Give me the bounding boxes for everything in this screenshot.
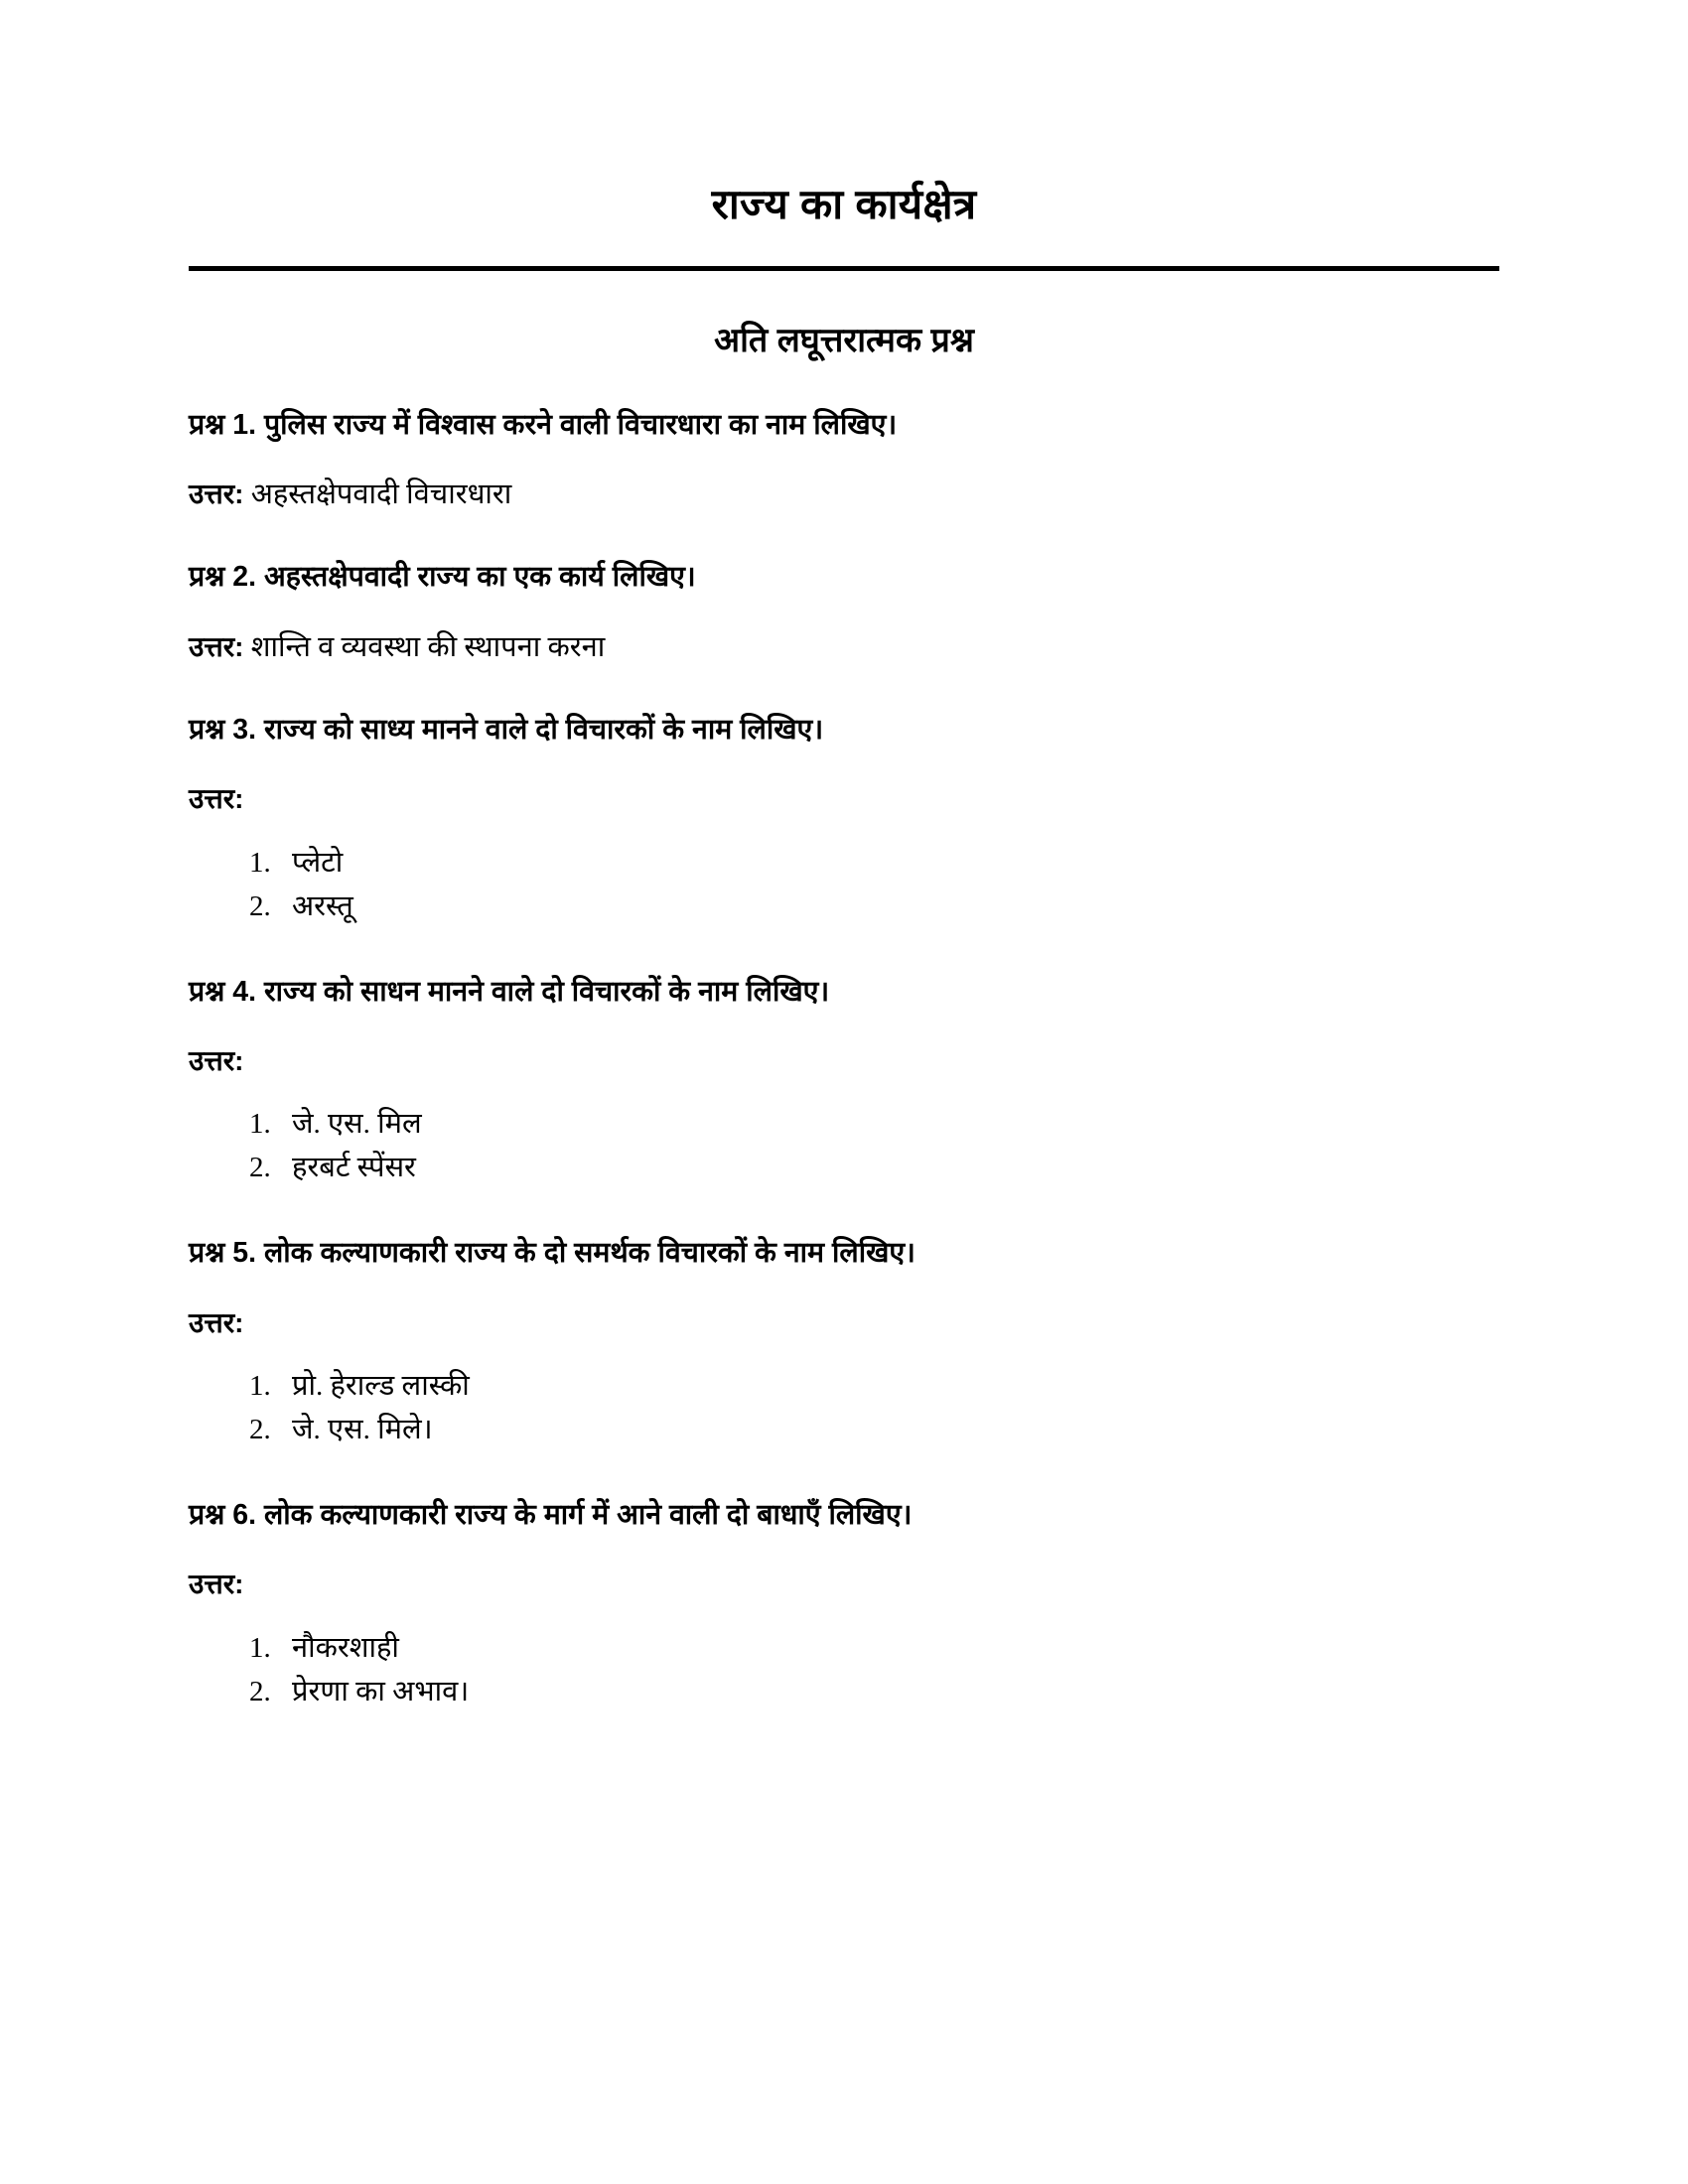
answer-item-list [189,1365,1499,1450]
answer-label: उत्तर: [189,1306,244,1338]
answer-text: शान्ति व व्यवस्था की स्थापना करना [250,630,606,663]
list-item-label: जे. एस. मिल [292,1108,422,1141]
answer-label: उत्तर: [189,478,244,510]
qa-list [189,362,1499,1712]
list-item-label: जे. एस. मिले। [292,1413,433,1445]
qa-block [189,929,1499,1189]
question-text: प्रश्न 4. राज्य को साधन मानने वाले दो विचारकों के नाम लिखिए। [189,975,830,1008]
answer-label: उत्तर: [189,630,244,662]
qa-block [189,1452,1499,1712]
list-item-label: अरस्तू [292,889,353,922]
page-title: राज्य का कार्यक्षेत्र [711,181,977,227]
answer-line [189,1011,1499,1081]
answer-item-list [189,1627,1499,1712]
section-subtitle: अति लघूत्तरात्मक प्रश्न [714,321,974,359]
qa-block [189,514,1499,667]
list-item [278,842,1499,884]
answer-item-list [189,1103,1499,1188]
answer-line [189,1273,1499,1343]
list-item [278,886,1499,927]
qa-block [189,362,1499,515]
question-text: प्रश्न 3. राज्य को साध्य मानने वाले दो विचारकों के नाम लिखिए। [189,713,824,746]
document-content [189,0,1499,1714]
list-item-label: प्लेटो [292,846,344,879]
list-item [278,1409,1499,1450]
question-text: प्रश्न 2. अहस्तक्षेपवादी राज्य का एक कार्य लिखिए। [189,561,696,594]
answer-line [189,444,1499,514]
list-item-label: नौकरशाही [292,1631,399,1664]
list-item [278,1365,1499,1407]
question-text: प्रश्न 5. लोक कल्याणकारी राज्य के दो समर्थक विचारकों के नाम लिखिए। [189,1237,915,1270]
list-item [278,1147,1499,1188]
qa-block [189,1190,1499,1450]
answer-line [189,1534,1499,1604]
answer-label: उत्तर: [189,1045,244,1077]
answer-label: उत्तर: [189,783,244,815]
list-item-label: हरबर्ट स्पेंसर [292,1152,416,1184]
answer-label: उत्तर: [189,1569,244,1600]
answer-item-list [189,842,1499,927]
list-item [278,1627,1499,1669]
answer-text: अहस्तक्षेपवादी विचारधारा [250,478,512,511]
list-item-label: प्रो. हेराल्ड लास्की [292,1369,470,1402]
answer-line [189,749,1499,819]
list-item-label: प्रेरणा का अभाव। [292,1675,470,1707]
question-text: प्रश्न 1. पुलिस राज्य में विश्वास करने वाली विचारधारा का नाम लिखिए। [189,408,898,441]
list-item [278,1103,1499,1145]
question-text: प्रश्न 6. लोक कल्याणकारी राज्य के मार्ग में आने वाली दो बाधाएँ लिखिए। [189,1499,913,1532]
qa-block [189,667,1499,927]
answer-line [189,597,1499,667]
list-item [278,1671,1499,1712]
